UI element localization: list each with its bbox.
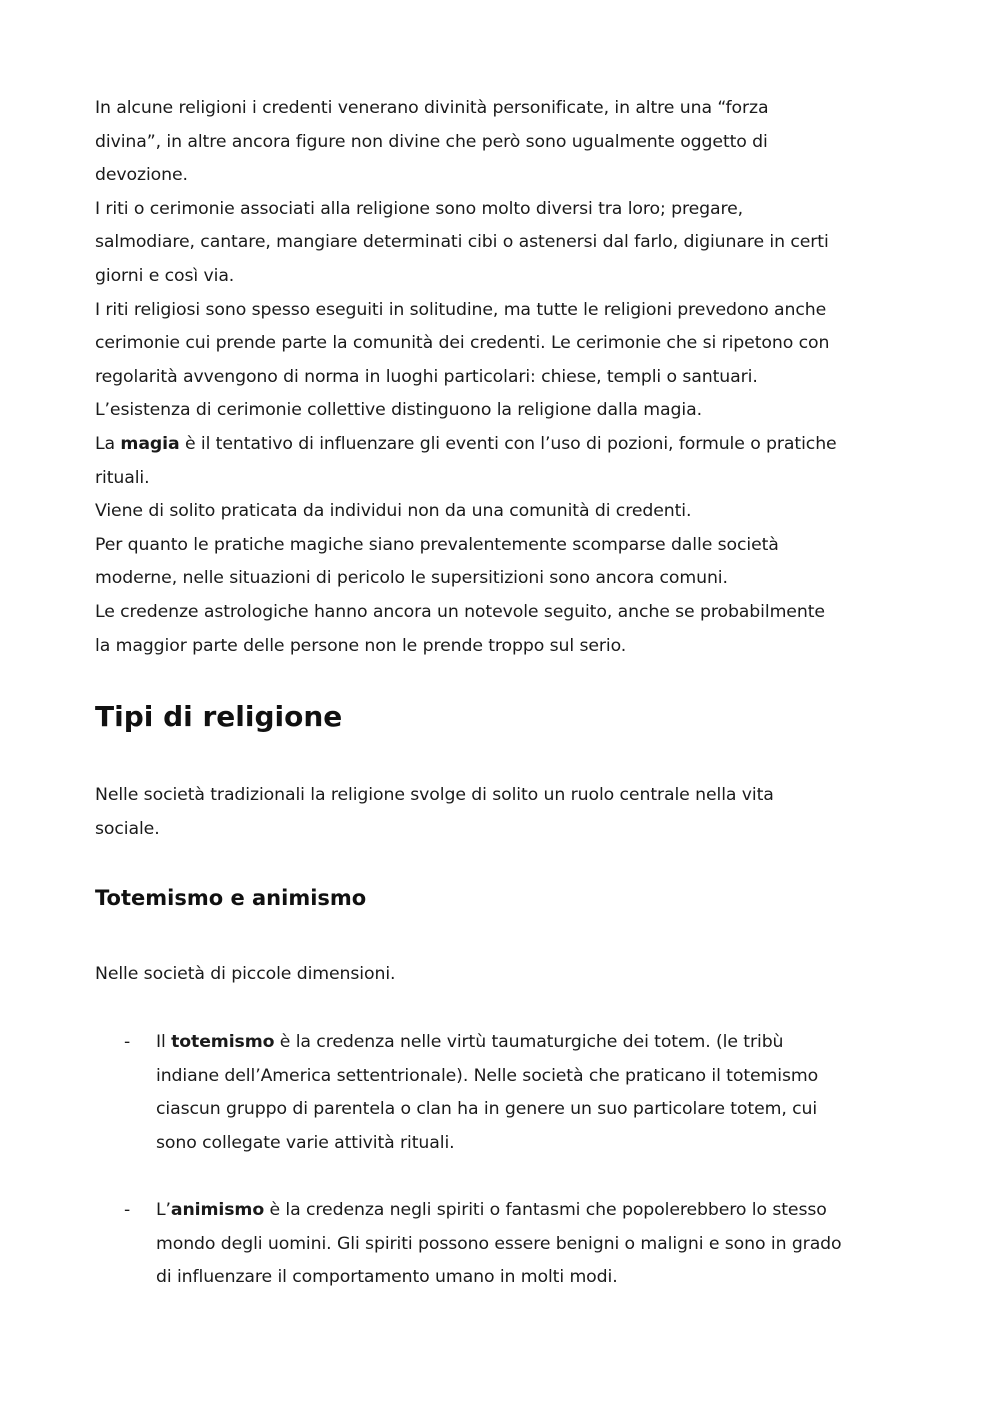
bullet-dash: - [124, 1200, 131, 1220]
bullet-dash: - [124, 1032, 131, 1052]
text-line: cerimonie cui prende parte la comunità dei credenti. Le cerimonie che si ripetono con [95, 333, 830, 354]
text-line: Viene di solito praticata da individui non da una comunità di credenti. [95, 501, 692, 522]
list-item-first-line [156, 1026, 936, 1060]
text-line: L’esistenza di cerimonie collettive distinguono la religione dalla magia. [95, 400, 702, 421]
magia-term: magia [120, 433, 180, 454]
text-line: Le credenze astrologiche hanno ancora un notevole seguito, anche se probabilmente [95, 601, 825, 622]
text-line: I riti o cerimonie associati alla religione sono molto diversi tra loro; pregare, [95, 198, 744, 219]
text-line: In alcune religioni i credenti venerano divinità personificate, in altre una “forza [95, 98, 769, 118]
text-line: Nelle società di piccole dimensioni. [95, 964, 396, 984]
text-line: di influenzare il comportamento umano in molti modi. [156, 1267, 618, 1288]
text-line: indiane dell’America settentrionale). Nelle società che praticano il totemismo [156, 1065, 819, 1086]
magia-prefix: La [95, 433, 121, 454]
bullet-suffix: è la credenza negli spiriti o fantasmi che popolerebbero lo stesso [264, 1200, 827, 1220]
text-line: salmodiare, cantare, mangiare determinati cibi o astenersi dal farlo, digiunare in certi [95, 232, 829, 253]
magia-suffix: è il tentativo di influenzare gli eventi con l’uso di pozioni, formule o pratiche [179, 433, 837, 454]
top-paragraph [95, 92, 925, 663]
text-line: moderne, nelle situazioni di pericolo le supersitizioni sono ancora comuni. [95, 568, 728, 589]
heading-tipi-di-religione: Tipi di religione [95, 700, 343, 733]
list-item-body [156, 1026, 936, 1160]
list-item-body [156, 1194, 936, 1295]
text-line: giorni e così via. [95, 265, 235, 286]
bullet-suffix: è la credenza nelle virtù taumaturgiche dei totem. (le tribù [274, 1032, 784, 1052]
animismo-term: animismo [170, 1200, 265, 1220]
text-line: la maggior parte delle persone non le prende troppo sul serio. [95, 635, 627, 656]
bullet-prefix: Il [156, 1032, 172, 1052]
text-line: ciascun gruppo di parentela o clan ha in genere un suo particolare totem, cui [156, 1099, 818, 1120]
text-line: sociale. [95, 818, 160, 839]
text-line: regolarità avvengono di norma in luoghi particolari: chiese, templi o santuari. [95, 366, 758, 387]
list-item-first-line [156, 1194, 936, 1228]
totemismo-term: totemismo [171, 1032, 275, 1052]
text-line: Per quanto le pratiche magiche siano prevalentemente scomparse dalle società [95, 534, 779, 555]
heading-totemismo-e-animismo: Totemismo e animismo [95, 886, 367, 910]
magia-line [95, 428, 925, 462]
text-line: rituali. [95, 467, 150, 488]
text-line: Nelle società tradizionali la religione svolge di solito un ruolo centrale nella vita [95, 785, 774, 805]
text-line: devozione. [95, 165, 188, 186]
intro-paragraph [95, 779, 774, 846]
text-line: divina”, in altre ancora figure non divine che però sono ugualmente oggetto di [95, 131, 768, 152]
text-line: mondo degli uomini. Gli spiriti possono essere benigni o maligni e sono in grado [156, 1233, 842, 1254]
text-line: I riti religiosi sono spesso eseguiti in solitudine, ma tutte le religioni prevedono anche [95, 299, 827, 320]
small-societies-paragraph [95, 958, 395, 992]
bullet-prefix: L’ [156, 1200, 171, 1220]
text-line: sono collegate varie attività rituali. [156, 1132, 455, 1153]
